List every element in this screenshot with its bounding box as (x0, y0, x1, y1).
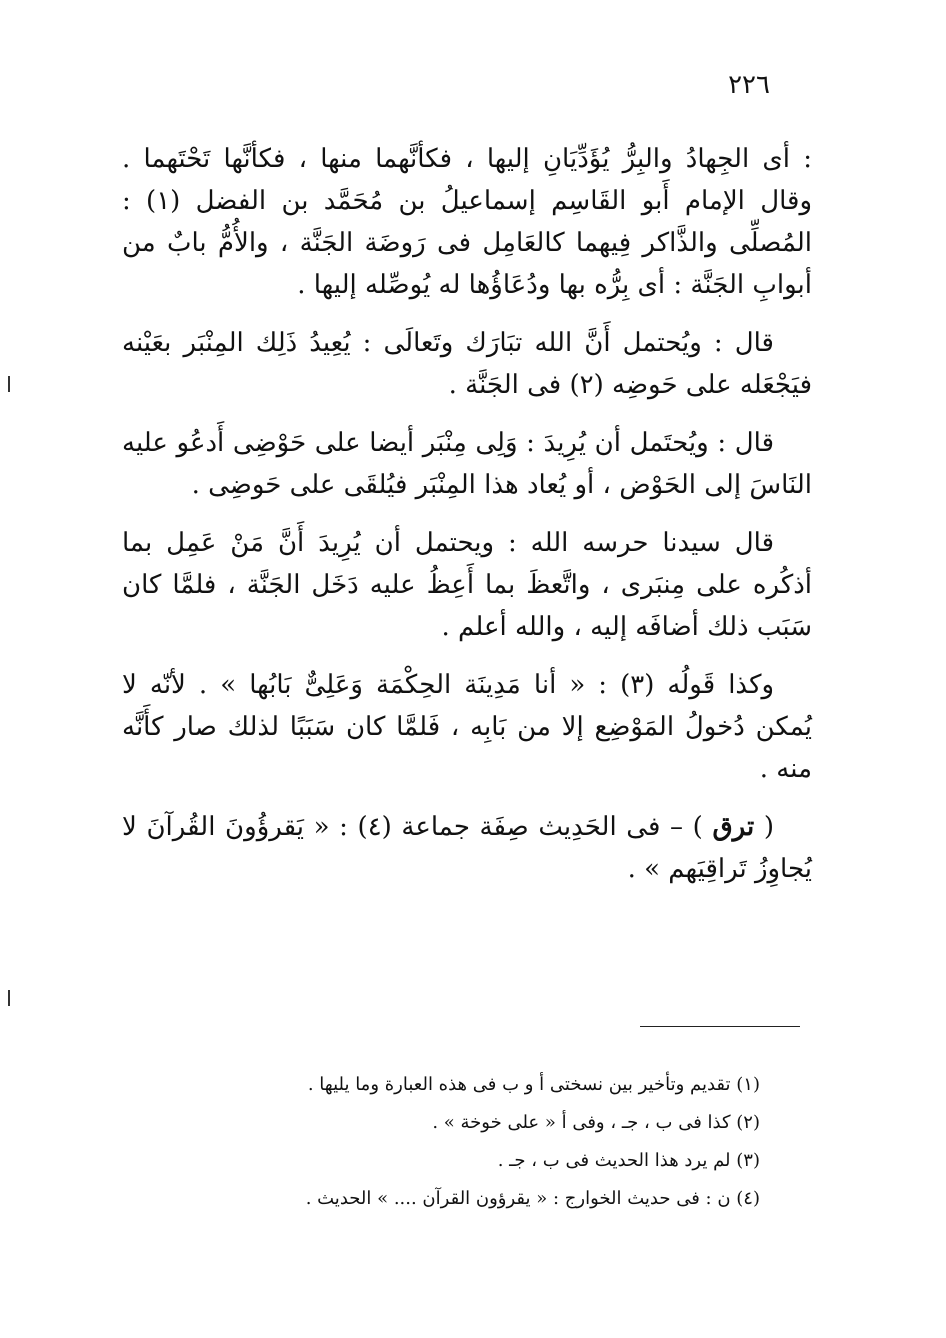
page-number: ٢٢٦ (728, 70, 770, 100)
paragraph-2: قال : ويُحتمل أَنَّ الله تبَارَك وتَعالَى : يُعِيدُ ذَلِك المِنْبَر بعَيْنه فيَجْعَله على حَوضِه (٢) فى الجَنَّة . (122, 328, 812, 400)
footnote-1: (١) تقديم وتأخير بين نسختى أ و ب فى هذه العبارة وما يليها . (307, 1074, 760, 1095)
scan-margin-mark (8, 376, 10, 392)
paragraph-5: وكذا قَولُه (٣) : « أنا مَدِينَة الحِكْمَة وَعَلِىٌّ بَابُها » . لأنّه لا يُمكن دُخولُ المَوْضِع إلا من بَابِه ، فَلمَّا كان سَبَبًا لذلك صار كأَنَّه منه . (122, 670, 812, 784)
scan-margin-mark (8, 990, 10, 1006)
entry-paragraph (122, 806, 812, 890)
paragraph-3: قال : ويُحتَمل أن يُرِيدَ : وَلِى مِنْبَر أيضا على حَوْضِى أَدعُو عليه النَاسَ إلى الحَوْض ، أو يُعاد هذا المِنْبَر فيُلقَى على حَوضِى . (122, 428, 812, 500)
entry-keyword: ترق (712, 812, 755, 842)
footnote-2: (٢) كذا فى ب ، جـ ، وفى أ « على خوخة » . (432, 1112, 760, 1133)
entry-text: – فى الحَدِيث صِفَة جماعة (٤) : « يَقرؤُونَ القُرآنَ لا يُجاوِزُ تَراقِيَهم » . (122, 812, 812, 884)
main-text (122, 138, 812, 906)
footnotes (180, 1066, 760, 1218)
entry-close-paren: ) (692, 812, 703, 842)
paragraph-4: قال سيدنا حرسه الله : ويحتمل أن يُرِيدَ أَنَّ مَنْ عَمِل بما أذكُره على مِنبَرى ، واتَّعظَ بما أَعِظُ عليه دَخَل الجَنَّة ، فلمَّا كان سَبَب ذلك أضافَه إليه ، والله أعلم . (122, 528, 812, 642)
footnote-3: (٣) لم يرد هذا الحديث فى ب ، جـ . (497, 1150, 760, 1171)
footnote-4: (٤) ن : فى حديث الخوارج : « يقرؤون القرآن .... » الحديث . (305, 1188, 760, 1209)
entry-open-paren: ( (763, 812, 775, 842)
footnote-divider (640, 1026, 800, 1027)
paragraph-1: : أى الجِهادُ والبِرُّ يُؤَدِّيَانِ إليها ، فكأنَّهما منها ، فكأنَّها تَحْتَهما . وقال الإمام أَبو القَاسِم إسماعيلُ بن مُحَمَّد بن الفضل (١) : المُصلِّى والذَّاكر فِيهما كالعَامِل فى رَوضَة الجَنَّة ، والأُمُّ بابٌ من أبوابِ الجَنَّة : أى بِرُّه بها ودُعَاؤُها له يُوصِّله إليها . (122, 144, 812, 300)
